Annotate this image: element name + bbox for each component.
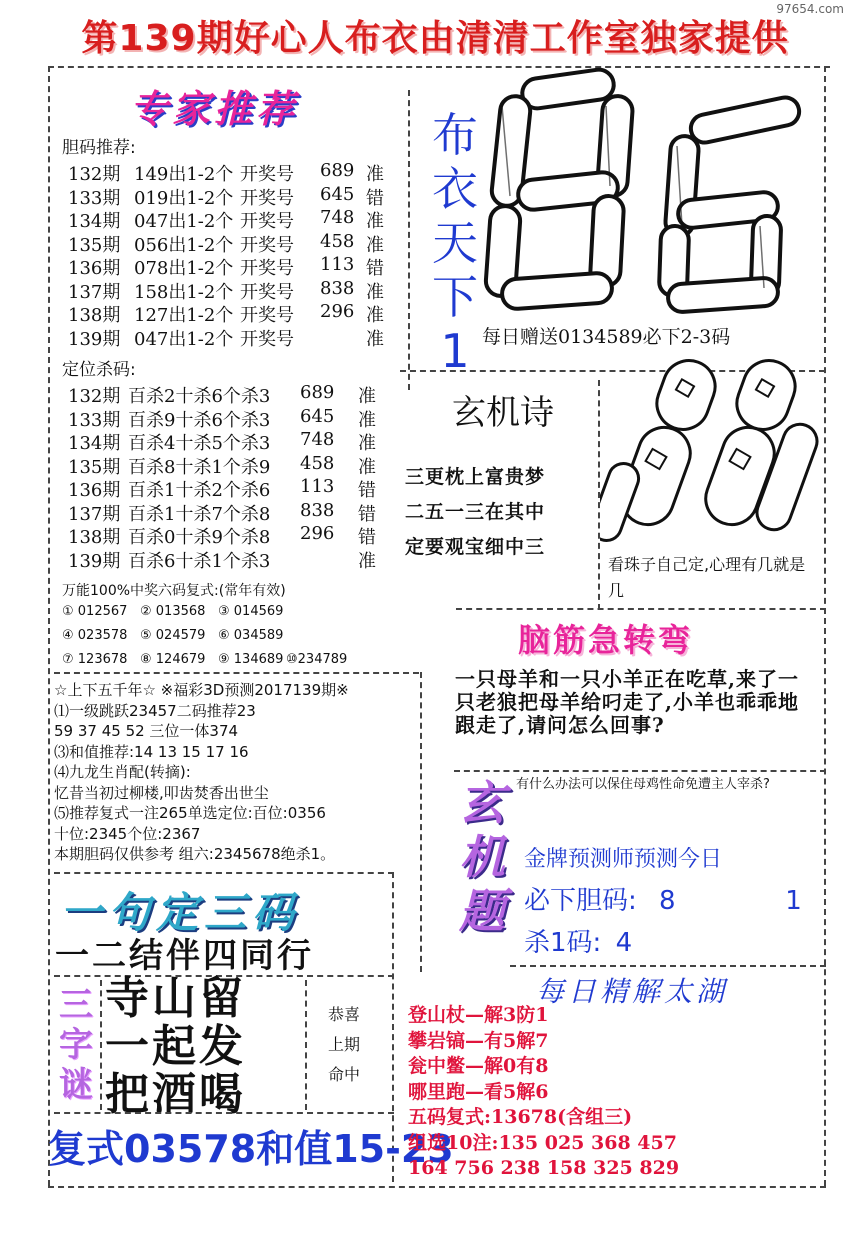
dan-row: 137期 158出1-2个 开奖号 838 准 [68,277,384,303]
kill-row: 136期 百杀1十杀2个杀6 113 错 [68,476,376,501]
dan-code-label: 胆码推荐: [62,138,136,158]
dan-row: 132期 149出1-2个 开奖号 689 准 [68,160,384,185]
mystery-riddle-question: 有什么办法可以保住母鸡性命免遭主人宰杀? [516,777,770,792]
forecast-line: ⑷九龙生肖配(转摘): [54,763,191,781]
kill-row: 134期 百杀4十杀5个杀3 748 准 [68,429,376,454]
mystery-poem-lines: 三更枕上富贵梦 二五一三在其中 定要观宝细中三 [405,466,546,558]
dan-row: 138期 127出1-2个 开奖号 296 准 [68,301,384,326]
dan-row: 136期 078出1-2个 开奖号 113 错 [68,254,384,279]
brain-teaser-title: 脑筋急转弯 [518,621,694,659]
three-char-riddle-lines: 寺山留 一起发 把酒喝 [105,973,246,1120]
forecast-line: ☆上下五千年☆ ※福彩3D预测2017139期※ [54,681,349,699]
stick-digits-illustration [482,66,822,322]
must-hit-dan-code: 必下胆码: 8 1 [524,886,802,916]
kill-row: 137期 百杀1十杀7个杀8 838 错 [68,499,376,525]
kill-row: 139期 百杀6十杀1个杀3 准 [68,550,376,572]
kill-row: 135期 百杀8十杀1个杀9 458 准 [68,452,376,478]
compound-sum-banner: 复式03578和值15-23 [48,1127,454,1171]
combo-row: ⑦ 123678 ⑧ 124679 ⑨ 134689 ⑩234789 [62,652,348,667]
gold-predictor-title: 金牌预测师预测今日 [524,847,723,872]
mystery-riddle-label: 玄 机 题 [459,776,505,938]
kill-one-code: 杀1码: 4 [524,928,633,958]
three-char-riddle-label: 三 字 谜 [59,985,93,1105]
combo-row: ① 012567 ② 013568 ③ 014569 [62,604,284,619]
forecast-line: ⑸推荐复式一注265单选定位:百位:0356 [54,804,326,822]
kill-row: 133期 百杀9十杀6个杀3 645 准 [68,405,376,431]
mystery-poem-title: 玄机诗 [452,393,554,433]
forecast-line: 十位:2345个位:2367 [54,824,201,843]
position-kill-list [68,382,398,570]
expert-recommend-title: 专家推荐 [130,86,299,131]
page-header-title: 第139期好心人布衣由清清工作室独家提供 [81,18,789,59]
buyi-vertical-title: 布 衣 天 下 1 [432,108,478,378]
taihu-daily-lines: 登山杖—解3防1 攀岩镐—有5解7 瓮中鳖—解0有8 哪里跑—看5解6 五码复式:13678(含组三) 组选10注:135 025 368 457 164 756 238 158 325 829 [408,1004,680,1179]
position-kill-label: 定位杀码: [62,360,136,380]
dan-row: 134期 047出1-2个 开奖号 748 准 [68,207,384,232]
combo-row: ④ 023578 ⑤ 024579 ⑥ 034589 [62,628,284,643]
dan-code-list [68,160,398,348]
beads-coins-illustration [600,352,822,548]
fc3d-forecast-block [54,680,419,865]
congrats-note: 恭喜 上期 命中 [327,1005,360,1084]
dan-row: 135期 056出1-2个 开奖号 458 准 [68,230,384,256]
site-watermark: 97654.com [776,2,844,16]
forecast-line: 59 37 45 52 三位一体374 [54,722,239,740]
daily-gift-code: 每日赠送0134589必下2-3码 [482,326,731,348]
forecast-line: ⑶和值推荐:14 13 15 17 16 [54,742,249,761]
one-sentence-title: 一句定三码 [60,888,301,937]
beads-note: 看珠子自己定,心理有几就是几 [608,555,806,600]
forecast-line: 本期胆码仅供参考 组六:2345678绝杀1。 [54,845,336,863]
kill-row: 138期 百杀0十杀9个杀8 296 错 [68,523,376,548]
dan-row: 133期 019出1-2个 开奖号 645 错 [68,183,384,209]
dan-row: 139期 047出1-2个 开奖号 准 [68,328,384,350]
six-code-combo-title: 万能100%中奖六码复式:(常年有效) [62,583,286,599]
taihu-daily-title: 每日精解太湖 [536,975,729,1008]
brain-teaser-question: 一只母羊和一只小羊正在吃草,来了一只老狼把母羊给叼走了,小羊也乖乖地跟走了,请问怎么回事? [455,667,799,737]
kill-row: 132期 百杀2十杀6个杀3 689 准 [68,382,376,407]
forecast-line: 忆昔当初过柳楼,叩齿焚香出世尘 [54,783,269,802]
six-code-combo-grid [62,604,402,676]
one-sentence-value: 一二结伴四同行 [55,936,314,976]
forecast-line: ⑴一级跳跃23457二码推荐23 [54,701,256,720]
